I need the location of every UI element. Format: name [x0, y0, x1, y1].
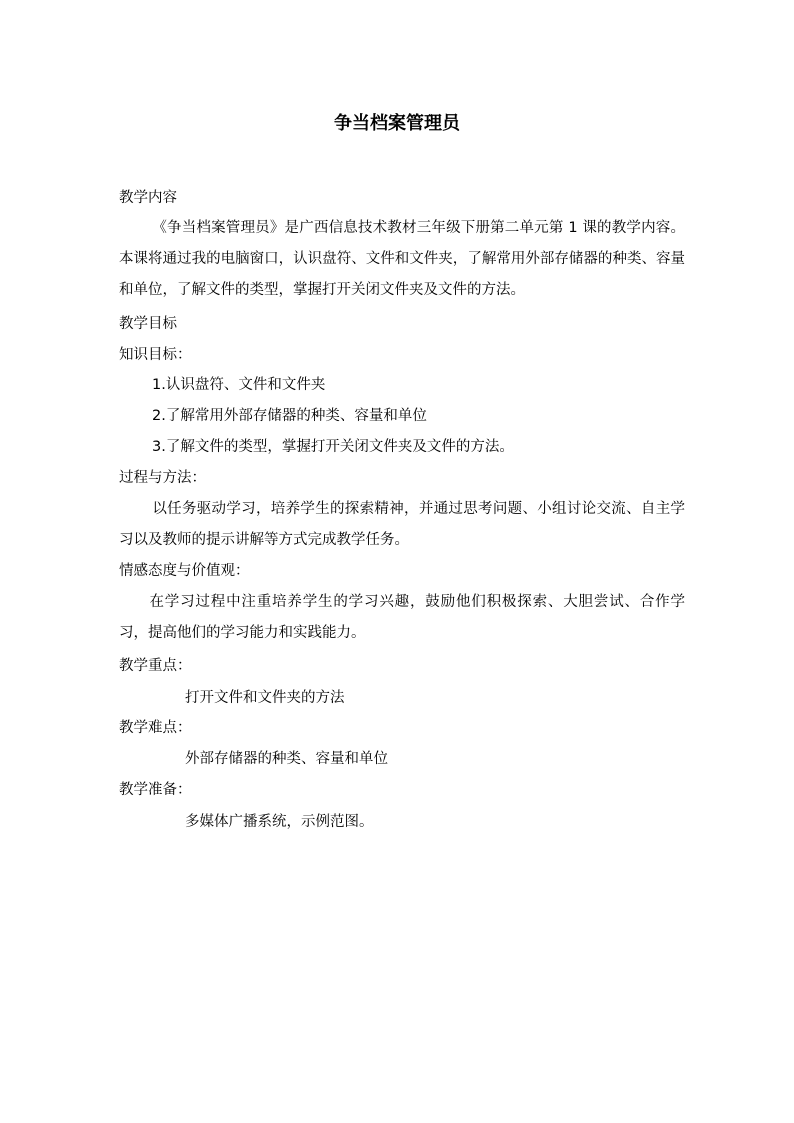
attitude-paragraph: 在学习过程中注重培养学生的学习兴趣，鼓励他们积极探索、大胆尝试、合作学习，提高他们的学习能力和实践能力。 — [119, 594, 685, 641]
knowledge-item-1: 1.认识盘符、文件和文件夹 — [152, 377, 326, 393]
content-paragraph: 《争当档案管理员》是广西信息技术教材三年级下册第二单元第 1 课的教学内容。本课将通过我的电脑窗口，认识盘符、文件和文件夹，了解常用外部存储器的种类、容量和单位，了解文件的类型，掌握打开关闭文件夹及文件的方法。 — [119, 220, 685, 298]
knowledge-heading: 知识目标： — [119, 347, 192, 363]
process-paragraph: 以任务驱动学习，培养学生的探索精神，并通过思考问题、小组讨论交流、自主学习以及教师的提示讲解等方式完成教学任务。 — [119, 501, 685, 548]
knowledge-item-3: 3.了解文件的类型，掌握打开关闭文件夹及文件的方法。 — [152, 439, 514, 455]
content-heading: 教学内容 — [119, 190, 177, 206]
knowledge-item-2: 2.了解常用外部存储器的种类、容量和单位 — [152, 408, 427, 424]
attitude-heading: 情感态度与价值观： — [119, 563, 250, 579]
preparation-heading: 教学准备： — [119, 782, 192, 798]
process-heading: 过程与方法： — [119, 470, 206, 486]
objectives-heading: 教学目标 — [119, 316, 177, 332]
preparation-text: 多媒体广播系统，示例范图。 — [185, 814, 374, 830]
difficulty-heading: 教学难点： — [119, 720, 192, 736]
difficulty-text: 外部存储器的种类、容量和单位 — [185, 751, 388, 767]
document-title: 争当档案管理员 — [334, 113, 460, 134]
key-points-text: 打开文件和文件夹的方法 — [185, 690, 345, 706]
key-points-heading: 教学重点： — [119, 658, 192, 674]
